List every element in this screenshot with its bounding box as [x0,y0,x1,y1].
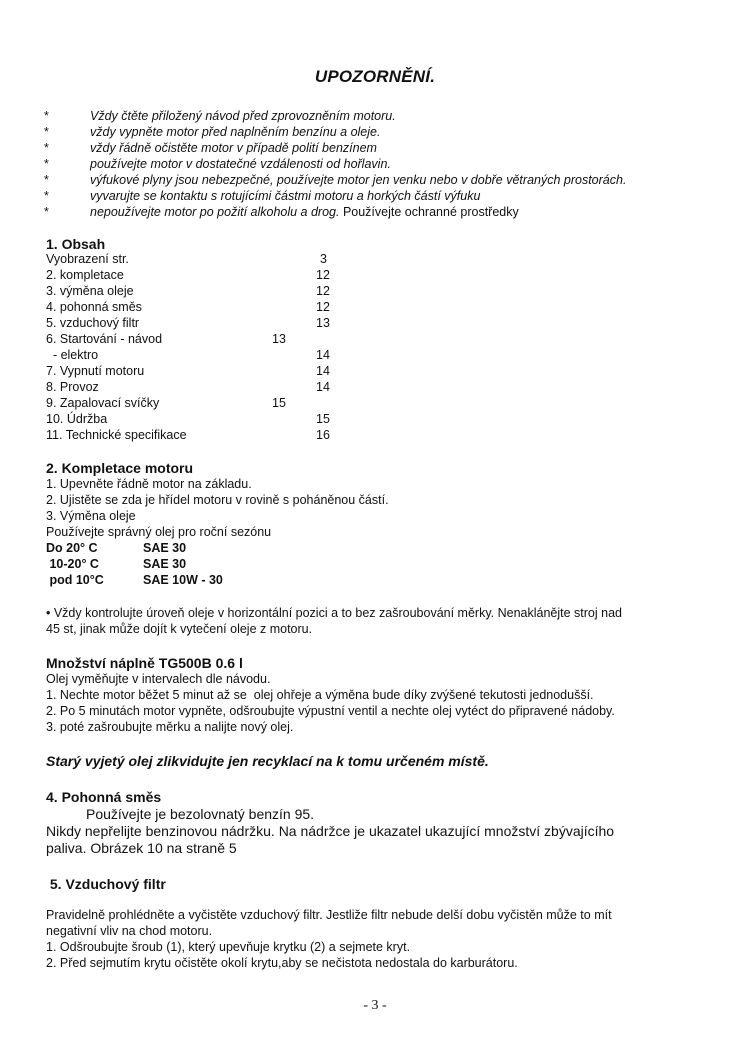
toc-page-number: 13 [272,332,286,346]
toc-label: 4. pohonná směs [46,300,142,314]
oil-note: 45 st, jinak může dojít k vytečení oleje z motoru. [46,622,313,636]
warning-text: Vždy čtěte přiložený návod před zprovozněním motoru. [90,109,396,123]
bullet-star: * [44,173,49,187]
page-number: - 3 - [363,998,387,1013]
fuel-heading: 4. Pohonná směs [46,789,162,805]
warning-text: vždy vypněte motor před naplněním benzínu a oleje. [90,125,381,139]
assembly-line: Používejte správný olej pro roční sezónu [46,525,272,539]
filter-line: 1. Odšroubujte šroub (1), který upevňuje krytku (2) a sejmete kryt. [46,940,411,954]
assembly-line: 3. Výměna oleje [46,509,136,523]
filter-line: 2. Před sejmutím krytu očistěte okolí krytu,aby se nečistota nedostala do karburátoru. [46,956,518,970]
toc-label: 8. Provoz [46,380,99,394]
toc-label: 2. kompletace [46,268,124,282]
oil-temp: pod 10°C [46,573,104,587]
oil-temp: Do 20° C [46,541,98,555]
oil-note: • Vždy kontrolujte úroveň oleje v horizontální pozici a to bez zašroubování měrky. Nenaklánějte stroj nad [46,606,622,620]
toc-page-number: 14 [316,380,330,394]
assembly-line: 2. Ujistěte se zda je hřídel motoru v rovině s poháněnou částí. [46,493,389,507]
toc-label: 3. výměna oleje [46,284,134,298]
toc-page-number: 12 [316,284,330,298]
fill-line: 3. poté zašroubujte měrku a nalijte nový olej. [46,720,294,734]
filter-line: negativní vliv na chod motoru. [46,924,213,938]
fuel-line: paliva. Obrázek 10 na straně 5 [46,840,237,856]
assembly-line: 1. Upevněte řádně motor na základu. [46,477,252,491]
bullet-star: * [44,125,49,139]
toc-page-number: 14 [316,348,330,362]
warning-italic-part: nepoužívejte motor po požití alkoholu a drog. [90,205,340,219]
fill-line: 1. Nechte motor běžet 5 minut až se olej ohřeje a výměna bude díky zvýšené tekutosti jednodušší. [46,688,594,702]
toc-label: 11. Technické specifikace [46,428,187,442]
warning-upright-part: Používejte ochranné prostředky [339,205,519,219]
warning-text: používejte motor v dostatečné vzdálenosti od hořlavin. [90,157,391,171]
toc-label: Vyobrazení str. [46,252,129,266]
toc-label: - elektro [46,348,99,362]
toc-page-number: 12 [316,300,330,314]
toc-label: 5. vzduchový filtr [46,316,140,330]
toc-label: 9. Zapalovací svíčky [46,396,160,410]
toc-page-number: 3 [320,252,327,266]
oil-grade: SAE 30 [143,557,187,571]
fuel-line: Používejte je bezolovnatý benzín 95. [86,806,315,822]
toc-page-number: 15 [272,396,286,410]
bullet-star: * [44,157,49,171]
toc-label: 6. Startování - návod [46,332,163,346]
disposal-warning: Starý vyjetý olej zlikvidujte jen recyklací na k tomu určeném místě. [46,753,489,769]
fill-line: 2. Po 5 minutách motor vypněte, odšroubujte výpustní ventil a nechte olej vytéct do připravené nádoby. [46,704,615,718]
toc-page-number: 16 [316,428,330,442]
toc-page-number: 12 [316,268,330,282]
toc-page-number: 13 [316,316,330,330]
toc-label: 7. Vypnutí motoru [46,364,145,378]
fill-line: Olej vyměňujte v intervalech dle návodu. [46,672,271,686]
warning-text [90,204,519,220]
warning-text: vždy řádně očistěte motor v případě polití benzínem [90,141,377,155]
bullet-star: * [44,141,49,155]
toc-heading: 1. Obsah [46,236,106,252]
oil-grade: SAE 10W - 30 [143,573,223,587]
fuel-line: Nikdy nepřelijte benzinovou nádržku. Na nádržce je ukazatel ukazující množství zbývajícího [46,823,615,839]
warning-text: vyvarujte se kontaktu s rotujícími částmi motoru a horkých částí výfuku [90,189,481,203]
toc-page-number: 15 [316,412,330,426]
filter-line: Pravidelně prohlédněte a vyčistěte vzduchový filtr. Jestliže filtr nebude delší dobu vyčistěn může to mít [46,908,612,922]
toc-page-number: 14 [316,364,330,378]
toc-label: 10. Údržba [46,412,108,426]
warning-text: výfukové plyny jsou nebezpečné, používejte motor jen venku nebo v dobře větraných prostorách. [90,173,627,187]
oil-temp: 10-20° C [46,557,99,571]
oil-grade: SAE 30 [143,541,187,555]
fill-heading: Množství náplně TG500B 0.6 l [46,655,243,671]
bullet-star: * [44,109,49,123]
document-title: UPOZORNĚNÍ. [314,67,436,86]
bullet-star: * [44,189,49,203]
bullet-star: * [44,205,49,219]
assembly-heading: 2. Kompletace motoru [46,460,194,476]
filter-heading: 5. Vzduchový filtr [46,876,166,892]
